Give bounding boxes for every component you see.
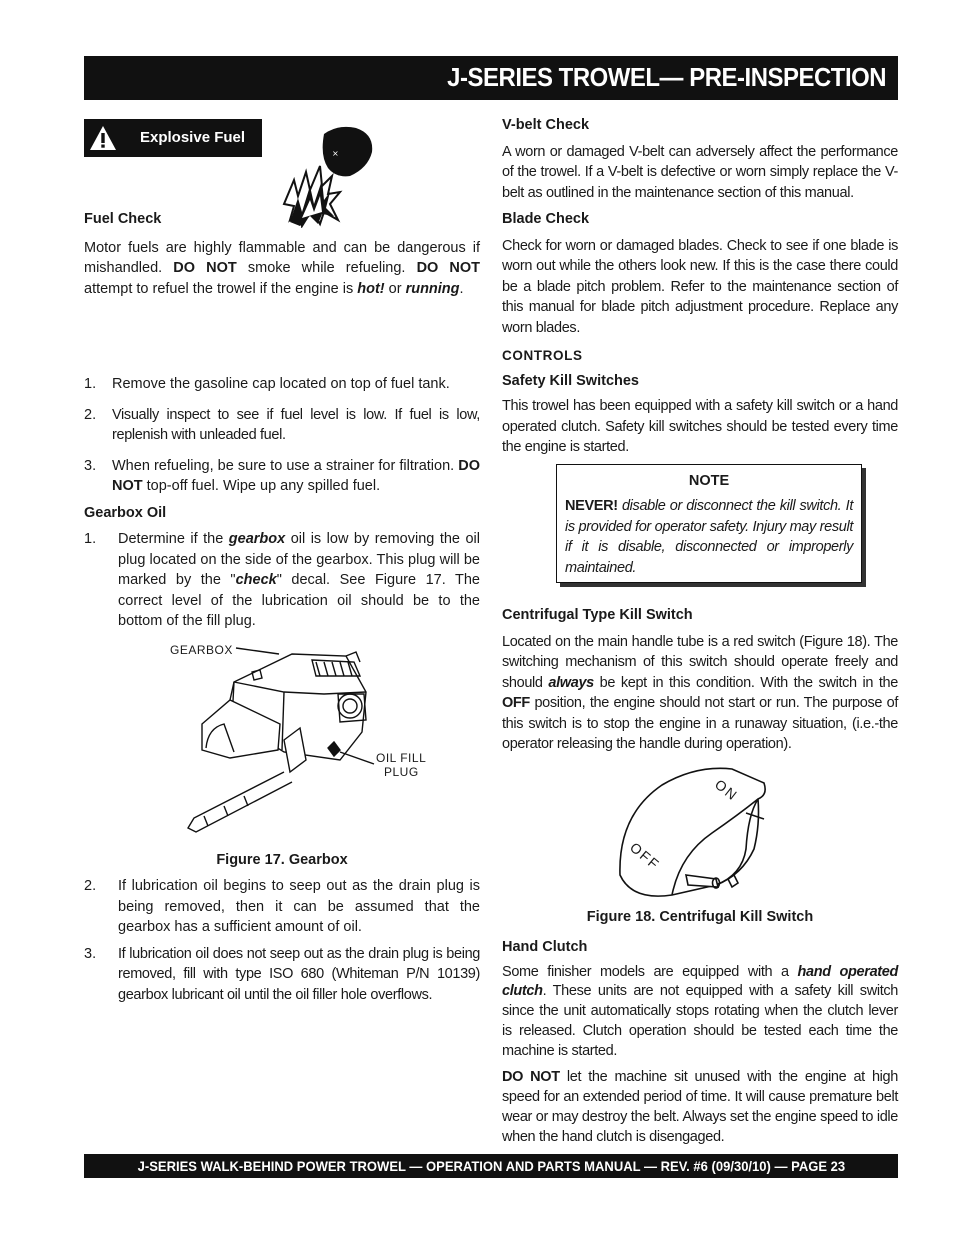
left-column (84, 115, 480, 1015)
page-header (84, 56, 898, 100)
switch-off-label: OFF (626, 838, 664, 873)
safety-kill-switches-heading: Safety Kill Switches (502, 372, 639, 389)
fuel-check-heading: Fuel Check (84, 211, 162, 227)
note-box (556, 464, 862, 584)
gearbox-drawing (84, 632, 480, 842)
list-item: 3. When refueling, be sure to use a strainer for filtration. DO NOT top-off fuel. Wipe up any spilled fuel. (84, 457, 480, 494)
hand-clutch-warning-paragraph: DO NOT let the machine sit unused with the engine at high speed for an extended period of time. It will cause premature belt wear or may destroy the belt. Always set the engine speed to idle when the hand clutch is disengaged. (502, 1069, 898, 1145)
explosive-fuel-warning-banner (84, 119, 262, 157)
list-item: 2. Visually inspect to see if fuel level is low. If fuel is low, replenish with unleaded fuel. (84, 406, 480, 443)
fuel-check-paragraph: Motor fuels are highly flammable and can be dangerous if mishandled. DO NOT smoke while refueling. DO NOT attempt to refuel the trowel if the engine is hot! or running. (84, 239, 481, 297)
vbelt-check-heading: V-belt Check (502, 117, 590, 133)
centrifugal-kill-switch-heading: Centrifugal Type Kill Switch (502, 607, 693, 623)
list-item: 3. If lubrication oil does not seep out as the drain plug is being removed, fill with type ISO 680 (Whiteman P/N 10139) gearbox lubricant oil until the oil filler hole overflows. (84, 945, 480, 1003)
svg-text:×: × (332, 149, 339, 158)
blade-check-paragraph: Check for worn or damaged blades. Check to see if one blade is worn out while the others look new. If this is the case there could be a blade pitch problem. Refer to the maintenance section of this manual for blade pitch adjustment procedure. Replace any worn blades. (502, 237, 898, 336)
explosion-fuel-can-illustration (280, 120, 380, 235)
list-item: 2. If lubrication oil begins to seep out as the drain plug is being removed, then it can be assumed that the gearbox has a sufficient amount of oil. (84, 878, 480, 935)
figure-18-caption: Figure 18. Centrifugal Kill Switch (586, 908, 814, 925)
gearbox-figure (84, 632, 480, 842)
list-item: 1. Remove the gasoline cap located on top of fuel tank. (84, 376, 450, 392)
page-footer (84, 1154, 898, 1178)
gearbox-steps-list-continued (84, 876, 480, 1005)
oil-fill-callout: OIL FILL (376, 750, 427, 765)
page-title: J-SERIES TROWEL— PRE-INSPECTION (447, 62, 886, 92)
switch-on-label: ON (711, 775, 742, 804)
oil-fill-callout-2: PLUG (384, 764, 419, 779)
gearbox-oil-heading: Gearbox Oil (84, 504, 167, 521)
note-text: NEVER! disable or disconnect the kill switch. It is provided for operator safety. Injury may result if it is disable, disconnected or improperly maintained. (565, 498, 853, 576)
warning-label: Explosive Fuel (140, 128, 246, 146)
kill-switch-figure (502, 755, 898, 907)
gearbox-callout: GEARBOX (170, 642, 233, 657)
vbelt-check-paragraph: A worn or damaged V-belt can adversely affect the performance of the trowel. If a V-belt is defective or worn simply replace the V-belt as outlined in the maintenance section of this manual. (502, 143, 898, 201)
blade-check-heading: Blade Check (502, 211, 590, 227)
exclamation-triangle-icon (84, 119, 122, 157)
controls-heading: CONTROLS (502, 348, 583, 363)
hand-clutch-paragraph: Some finisher models are equipped with a hand operated clutch. These units are not equipped with a safety kill switch since the unit automatically stops rotating when the clutch lever is released. Clutch operation should be tested each time the machine is started. (502, 963, 898, 1059)
note-title: NOTE (688, 472, 730, 489)
hand-clutch-heading: Hand Clutch (502, 939, 588, 955)
centrifugal-kill-switch-paragraph: Located on the main handle tube is a red switch (Figure 18). The switching mechanism of this switch should operate freely and should always be kept in this condition. With the switch in the OFF position, the engine should not start or run. The purpose of this switch is to stop the engine in a runaway situation, (i.e.-the operator releasing the handle during operation). (502, 633, 898, 752)
footer-text: J-SERIES WALK-BEHIND POWER TROWEL — OPERATION AND PARTS MANUAL — REV. #6 (09/30/10) — PAGE 23 (137, 1158, 845, 1174)
gearbox-steps-list (84, 529, 480, 632)
figure-17-caption: Figure 17. Gearbox (216, 851, 348, 868)
safety-kill-switches-paragraph: This trowel has been equipped with a safety kill switch or a hand operated clutch. Safety kill switches should be tested every time the engine is started. (502, 398, 898, 455)
fuel-steps-list (84, 374, 480, 497)
right-column (502, 115, 898, 1148)
list-item: 1. Determine if the gearbox oil is low by removing the oil plug located on the side of the gearbox. This plug will be marked by the "check" decal. See Figure 17. The correct level of the lubrication oil should be to the bottom of the fill plug. (84, 531, 480, 629)
